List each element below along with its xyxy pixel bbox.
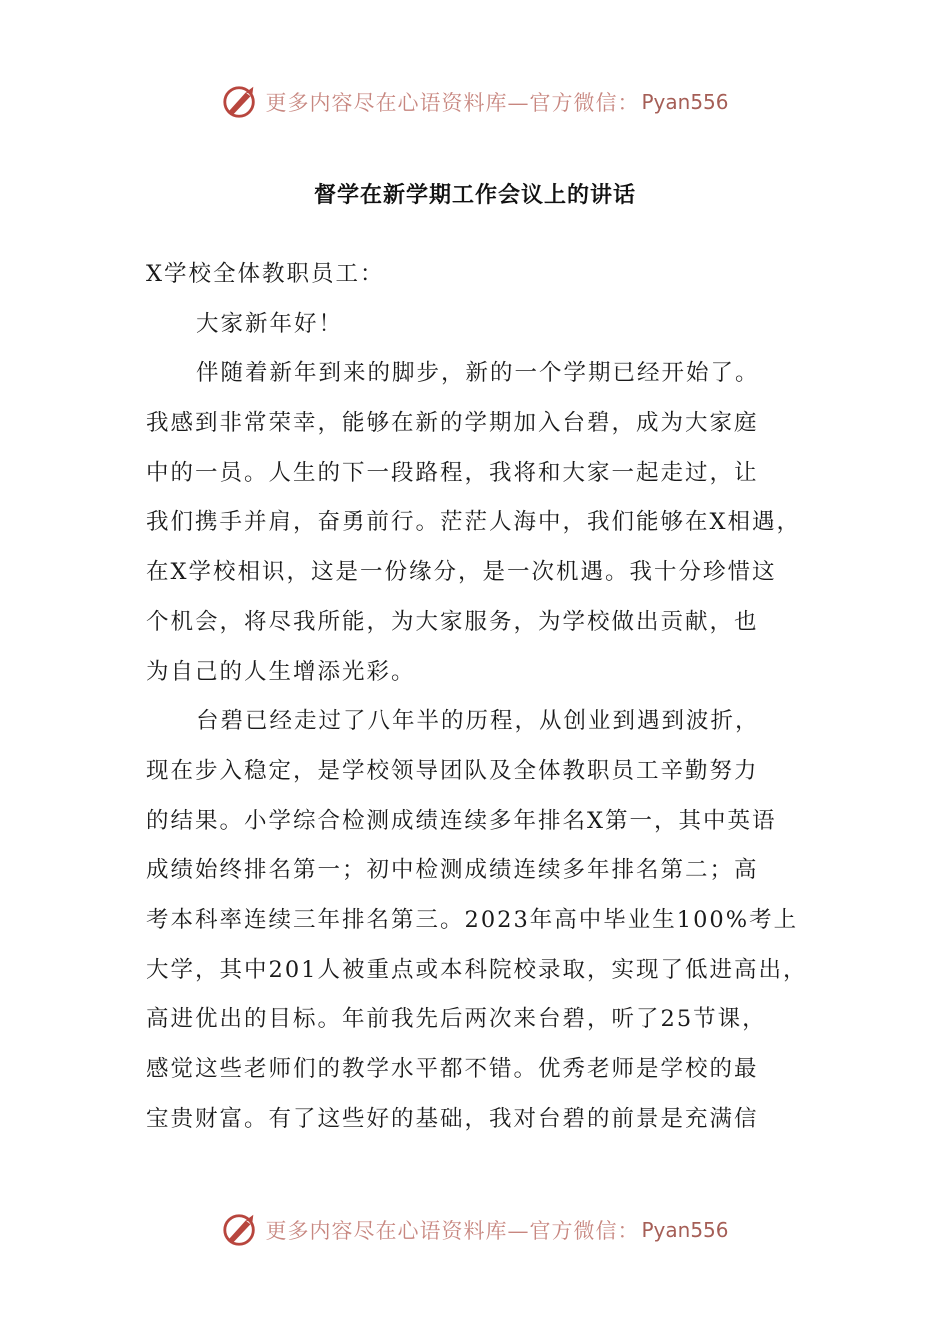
watermark-tagline: 更多内容尽在心语资料库— xyxy=(265,1219,530,1243)
body-line: 考本科率连续三年排名第三。2023年高中毕业生100%考上 xyxy=(146,906,799,933)
body-line: 现在步入稳定，是学校领导团队及全体教职员工辛勤努力 xyxy=(146,757,759,784)
body-line: 中的一员。人生的下一段路程，我将和大家一起走过，让 xyxy=(146,459,759,486)
body-line: 台碧已经走过了八年半的历程，从创业到遇到波折， xyxy=(196,708,760,735)
body-line: 宝贵财富。有了这些好的基础，我对台碧的前景是充满信 xyxy=(146,1105,759,1132)
body-line: 感觉这些老师们的教学水平都不错。优秀老师是学校的最 xyxy=(146,1056,759,1082)
body-line: 成绩始终排名第一；初中检测成绩连续多年排名第二；高 xyxy=(146,857,759,884)
salutation-line: X学校全体教职员工： xyxy=(146,261,385,287)
body-line: 的结果。小学综合检测成绩连续多年排名X第一，其中英语 xyxy=(146,807,777,834)
body-line: 为自己的人生增添光彩。 xyxy=(146,658,416,685)
header-watermark xyxy=(0,80,950,124)
watermark-wechat-id: Pyan556 xyxy=(641,1218,729,1242)
pen-logo-icon xyxy=(221,1211,259,1249)
body-line: 高进优出的目标。年前我先后两次来台碧，听了25节课， xyxy=(146,1006,767,1033)
speech-body xyxy=(146,250,836,1144)
watermark-wechat-label: 官方微信： xyxy=(529,1219,640,1243)
watermark-wechat-label: 官方微信： xyxy=(529,91,640,115)
footer-watermark xyxy=(0,1208,950,1252)
watermark-tagline: 更多内容尽在心语资料库— xyxy=(265,91,530,115)
body-line: 伴随着新年到来的脚步，新的一个学期已经开始了。 xyxy=(196,360,760,387)
body-line: 我们携手并肩，奋勇前行。茫茫人海中，我们能够在X相遇， xyxy=(146,509,802,536)
body-line: 在X学校相识，这是一份缘分，是一次机遇。我十分珍惜这 xyxy=(146,559,777,586)
pen-logo-icon xyxy=(221,83,259,121)
document-title: 督学在新学期工作会议上的讲话 xyxy=(313,183,636,208)
body-line: 大学，其中201人被重点或本科院校录取，实现了低进高出， xyxy=(146,956,808,983)
greeting-line: 大家新年好！ xyxy=(196,310,344,337)
body-line: 我感到非常荣幸，能够在新的学期加入台碧，成为大家庭 xyxy=(146,410,759,437)
watermark-wechat-id: Pyan556 xyxy=(641,90,729,114)
body-line: 个机会，将尽我所能，为大家服务，为学校做出贡献，也 xyxy=(146,608,759,635)
